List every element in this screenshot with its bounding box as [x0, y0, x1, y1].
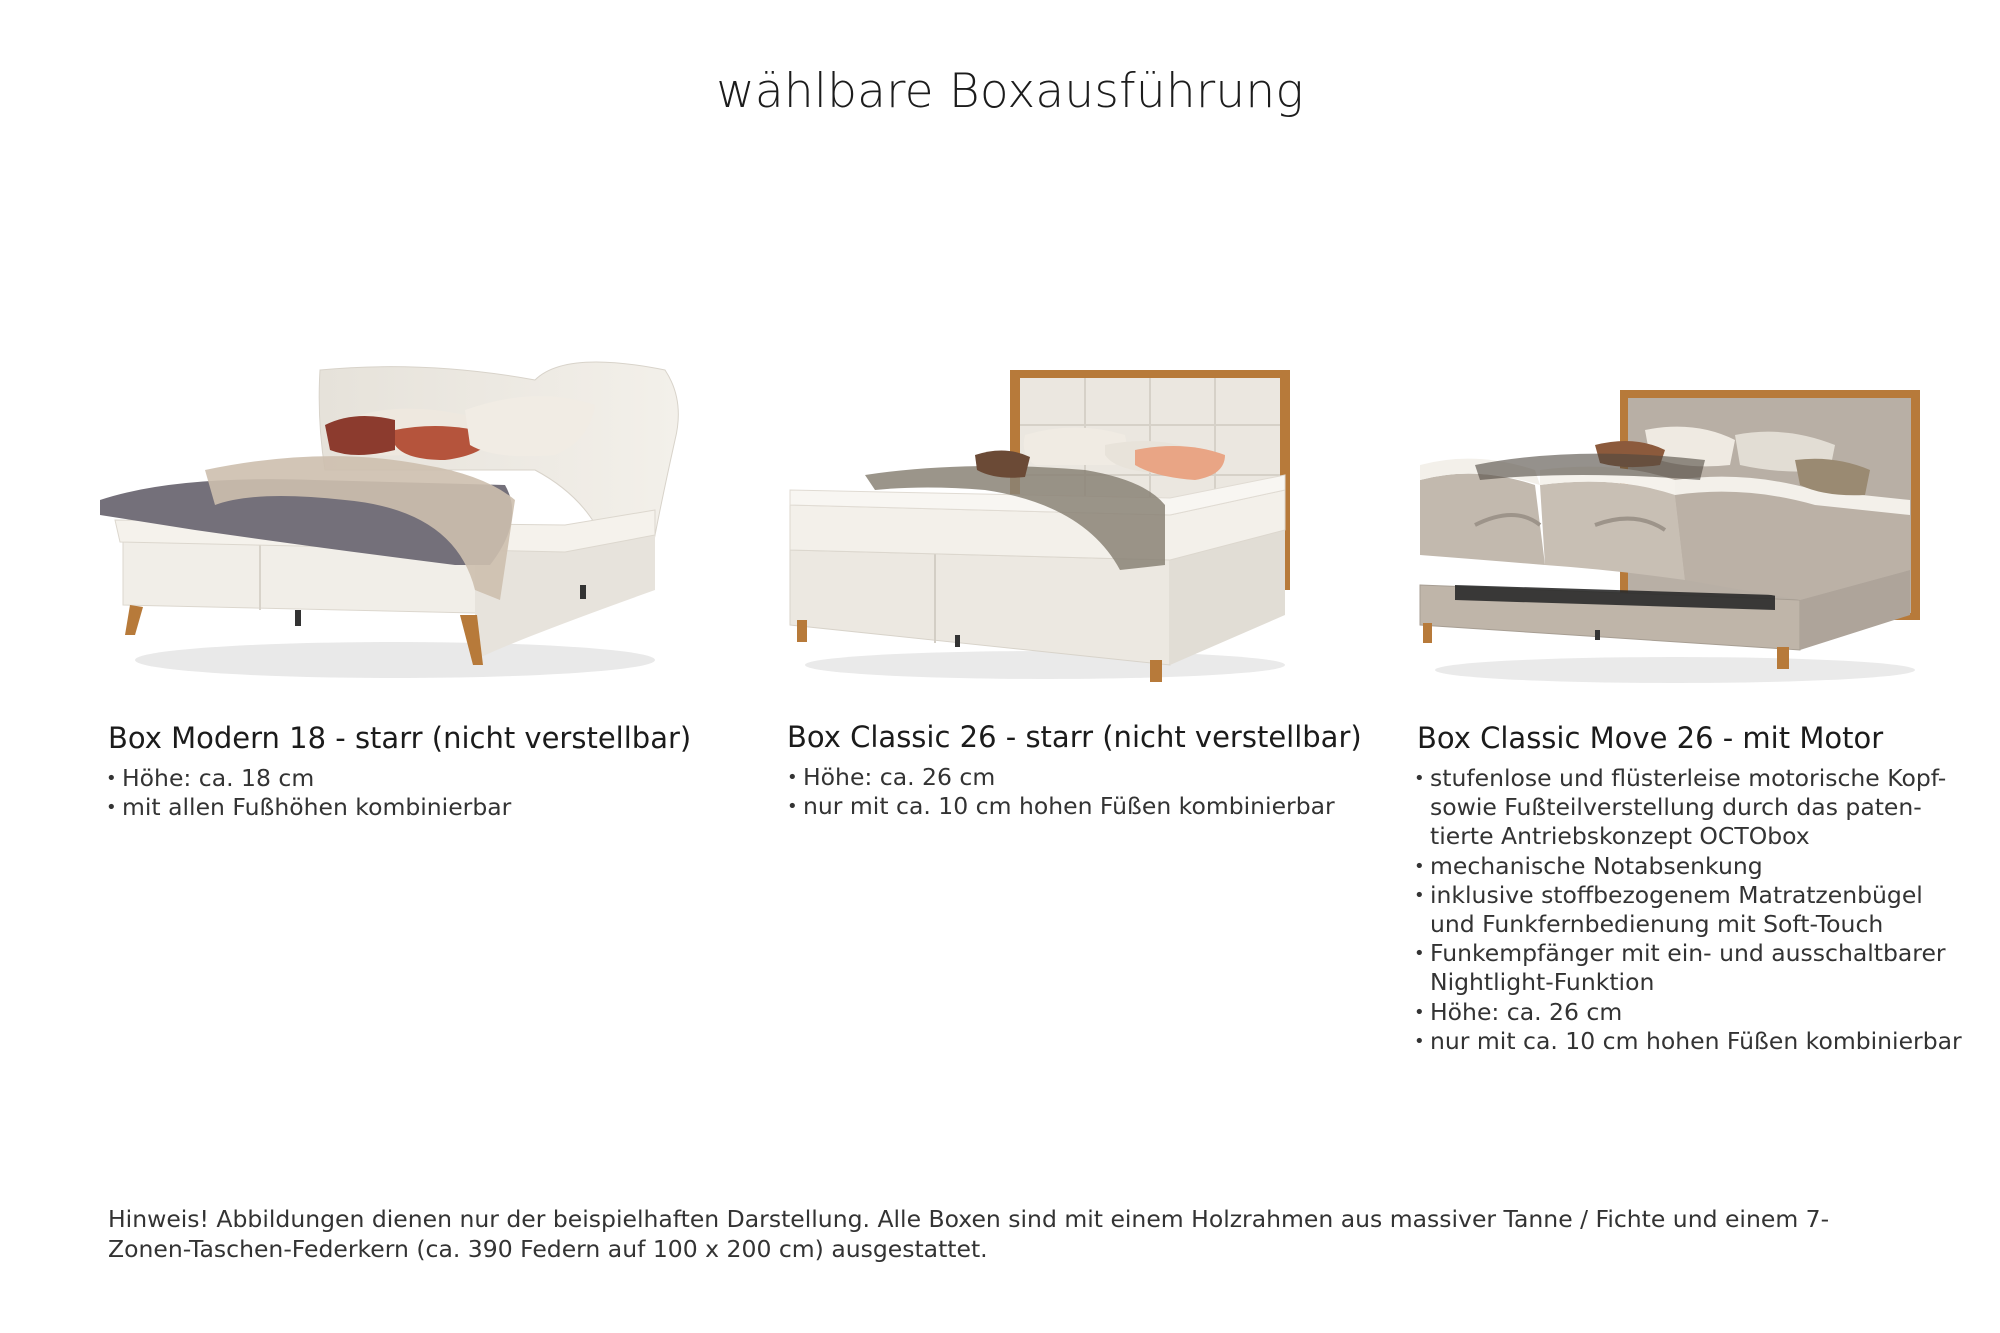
product-name: Box Classic 26 - starr (nicht verstellbar) [787, 720, 1362, 754]
feature-list [106, 764, 666, 822]
bed-image-classic [785, 365, 1305, 685]
page-title: wählbare Boxausführung [716, 64, 1304, 119]
feature-item: • Höhe: ca. 26 cm [787, 763, 1347, 792]
feature-item: • Höhe: ca. 26 cm [1414, 998, 1974, 1027]
feature-item: • nur mit ca. 10 cm hohen Füßen kombinierbar [1414, 1027, 1974, 1056]
feature-item: • Höhe: ca. 18 cm [106, 764, 666, 793]
bed-image-modern [95, 360, 695, 690]
product-name: Box Classic Move 26 - mit Motor [1417, 721, 1884, 755]
product-name: Box Modern 18 - starr (nicht verstellbar) [108, 721, 692, 755]
footnote: Hinweis! Abbildungen dienen nur der beispielhaften Darstellung. Alle Boxen sind mit einem Holzrahmen aus massiver Tanne / Fichte und einem 7-Zonen-Taschen-Federkern (ca. 390 Federn auf 100 x 200 cm) ausgestattet. [108, 1205, 1830, 1263]
feature-item: • mit allen Fußhöhen kombinierbar [106, 793, 666, 822]
feature-item: • mechanische Notabsenkung [1414, 852, 1974, 881]
feature-item: • stufenlose und flüsterleise motorische Kopf- sowie Fußteilverstellung durch das paten- tierte Antriebskonzept OCTObox [1414, 764, 1974, 852]
feature-item: • Funkempfänger mit ein- und ausschaltbarer Nightlight-Funktion [1414, 939, 1974, 997]
bed-image-classic-move [1415, 385, 1935, 685]
feature-item: • nur mit ca. 10 cm hohen Füßen kombinierbar [787, 792, 1347, 821]
feature-list [1414, 764, 1974, 1056]
feature-list [787, 763, 1347, 821]
feature-item: • inklusive stoffbezogenem Matratzenbügel und Funkfernbedienung mit Soft-Touch [1414, 881, 1974, 939]
